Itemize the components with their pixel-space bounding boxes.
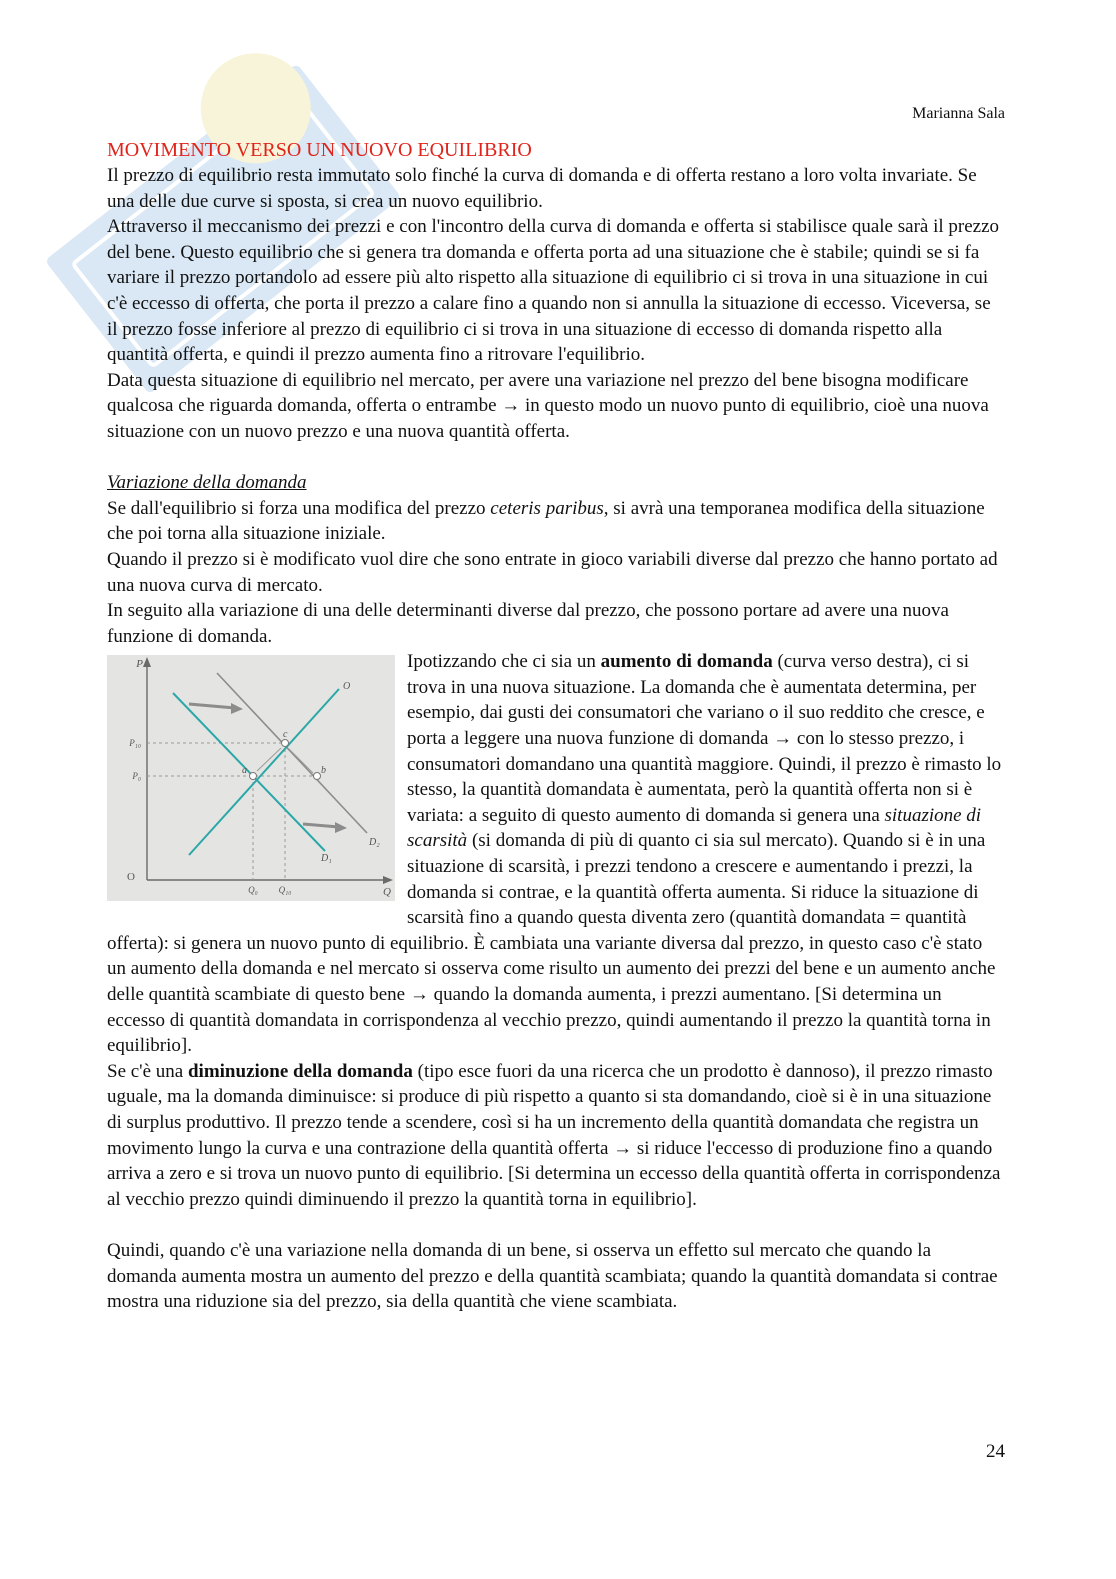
q-axis-label: Q (383, 886, 391, 899)
intro-paragraph-1: Il prezzo di equilibrio resta immutato solo finché la curva di domanda e di offerta restano a loro volta invariate. Se una delle due curve si sposta, si crea un nuovo equilibrio. (107, 165, 977, 212)
intro-paragraph-3: Data questa situazione di equilibrio nel mercato, per avere una variazione nel prezzo del bene bisogna modificare qualcosa che riguarda domanda, offerta o entrambe → in questo modo un nuovo punto di equilibrio, cioè una nuova situazione con un nuovo prezzo e una nuova quantità offerta. (107, 369, 989, 442)
shift-arrow-top-head (231, 703, 243, 714)
origin-label: O (127, 871, 135, 884)
italic-term: situazione di scarsità (407, 804, 982, 852)
supply-curve (189, 689, 339, 855)
demand-supply-graph (107, 655, 395, 901)
shift-arrow-top (189, 704, 235, 708)
qty-old-label: Q₀ (248, 885, 258, 896)
text-run: Se dall'equilibrio si forza una modifica del prezzo (107, 497, 491, 519)
demand-2-label: D₂ (369, 837, 380, 849)
price-new-label: P₁₀ (129, 738, 141, 749)
paragraph-determinants: In seguito alla variazione di una delle determinanti diverse dal prezzo, che possono portare ad avere una nuova funzione di domanda. (107, 600, 949, 647)
author-name: Marianna Sala (912, 105, 1005, 122)
shift-arrow-bottom (303, 824, 339, 827)
move-arrow-b-c (289, 749, 313, 773)
demand-shift-figure (107, 655, 395, 901)
subsection-title: Variazione della domanda (107, 472, 307, 494)
q-axis-arrow (383, 876, 393, 884)
point-a-label: a (242, 765, 247, 777)
paragraph-demand-decrease (107, 1059, 1003, 1213)
point-b-label: b (321, 765, 326, 777)
point-a-marker (250, 773, 257, 780)
paragraph-ceteris-paribus (107, 496, 1003, 547)
italic-term: ceteris paribus (490, 497, 604, 519)
price-old-label: P₀ (132, 771, 141, 782)
supply-label: O (343, 681, 351, 693)
shift-arrow-bottom-head (335, 822, 347, 833)
paragraph-conclusion: Quindi, quando c'è una variazione nella domanda di un bene, si osserva un effetto sul mercato che quando la domanda aumenta mostra un aumento del prezzo e della quantità scambiata; quando la quantità domandata si contrae mostra una riduzione sia del prezzo, sia della quantità che viene scambiata. (107, 1239, 998, 1313)
bold-term: diminuzione della domanda (187, 1060, 413, 1082)
point-c-marker (282, 740, 289, 747)
point-b-marker (314, 773, 321, 780)
demand-1-label: D₁ (321, 853, 332, 865)
p-axis-arrow (143, 657, 151, 667)
p-axis-label: P (136, 658, 143, 671)
spacer (107, 445, 1003, 471)
text-run: (si domanda di più di quanto ci sia sul mercato). Quando si è in una situazione di scarsità, i prezzi tendono a crescere e aumentando i prezzi, la domanda si contrae, e la quantità offerta aumenta. Si riduce la situazione di scarsità fino a quando questa diventa zero (quantità domandata = quantità offerta): si genera un nuovo punto di equilibrio. È cambiata una variante diversa dal prezzo, in questo caso c'è stato un aumento della domanda e nel mercato si osserva come risulto un aumento dei prezzi del bene e un aumento anche delle quantità scambiate di questo bene → quando la domanda aumenta, i prezzi aumentano. [Si determina un eccesso di quantità domandata in corrispondenza al vecchio prezzo, quindi aumentando il prezzo la quantità torna in equilibrio]. (107, 830, 996, 1057)
text-run: Ipotizzando che ci sia un (407, 651, 601, 673)
demand-curve-1 (173, 693, 325, 851)
demand-curve-2 (217, 673, 367, 833)
spacer (107, 1212, 1003, 1238)
intro-paragraph-2: Attraverso il meccanismo dei prezzi e con l'incontro della curva di domanda e offerta si stabilisce quale sarà il prezzo del bene. Questo equilibrio che si genera tra domanda e offerta porta ad una situazione che è stabile; quindi se si fa variare il prezzo portandolo ad essere più alto rispetto alla situazione di equilibrio ci si trova in una situazione in cui c'è eccesso di offerta, che porta il prezzo a calare fino a quando non si annulla la situazione di eccesso. Viceversa, se il prezzo fosse inferiore al prezzo di equilibrio ci si trova in una situazione di eccesso di domanda rispetto alla quantità offerta, e quindi il prezzo aumenta fino a ritrovare l'equilibrio. (107, 216, 1000, 366)
section-title: MOVIMENTO VERSO UN NUOVO EQUILIBRIO (107, 139, 532, 161)
bold-term: aumento di domanda (600, 651, 773, 673)
point-c-label: c (283, 729, 288, 741)
text-run: , si avrà una temporanea modifica della situazione che poi torna alla situazione iniziale. (107, 497, 985, 545)
text-run: (curva verso destra), ci si trova in una nuova situazione. La domanda che è aumentata determina, per esempio, dai gusti dei consumatori che variano o il suo reddito che cresce, e porta a leggere una nuova funzione di domanda → con lo stesso prezzo, i consumatori domandano una quantità maggiore. Quindi, il prezzo è rimasto lo stesso, la quantità domandata è aumentata, però la quantità offerta non si è variata: a seguito di questo aumento di domanda si genera una (407, 651, 1002, 826)
page-content (107, 137, 1003, 1315)
qty-new-label: Q₁₀ (278, 885, 292, 896)
text-run: (tipo esce fuori da una ricerca che un prodotto è dannoso), il prezzo rimasto uguale, ma la domanda diminuisce: si produce di più rispetto a quanto si sta domandando, cioè si è in una situazione di surplus produttivo. Il prezzo tende a scendere, così si ha un incremento della quantità domandata che registra un movimento lungo la curva e una contrazione della quantità offerta → si riduce l'eccesso di produzione fino a quando arriva a zero e si trova un nuovo punto di equilibrio. [Si determina un eccesso della quantità offerta in corrispondenza al vecchio prezzo quindi diminuendo il prezzo la quantità torna in equilibrio]. (107, 1060, 1001, 1210)
text-run: Se c'è una (107, 1060, 188, 1082)
paragraph-price-change: Quando il prezzo si è modificato vuol dire che sono entrate in gioco variabili diverse dal prezzo che hanno portato ad una nuova curva di mercato. (107, 548, 998, 596)
page-number: 24 (986, 1441, 1005, 1462)
